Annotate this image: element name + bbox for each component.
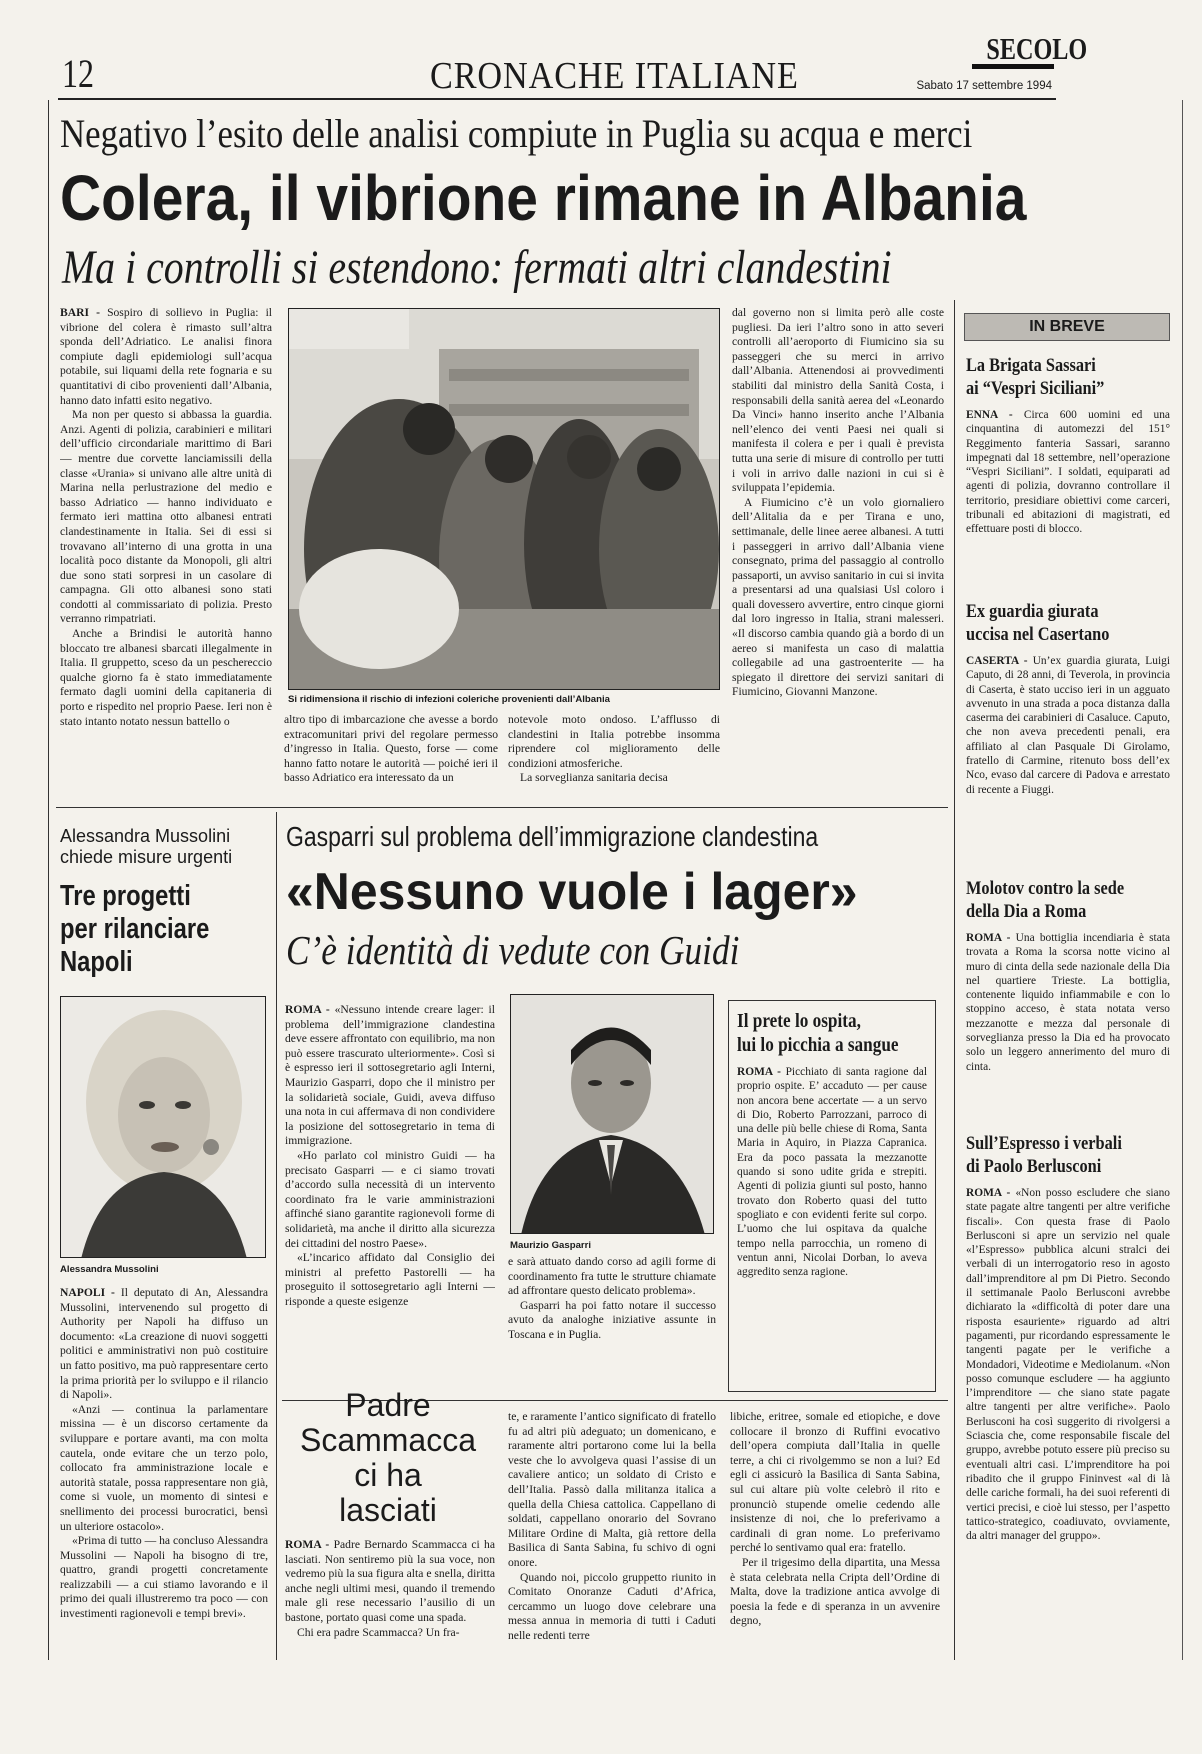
brief-body [966, 1186, 1170, 1664]
paragraph: altro tipo di imbarcazione che avesse a bordo extracomunitari privi del regolare permesso d’ingresso in Italia. Questo, forse — come hanno fatto notare le autorità — poiché ieri il basso Adriatico era interessato da un [284, 713, 498, 785]
title-line: ci ha [354, 1457, 422, 1493]
prete-body [737, 1065, 927, 1383]
paragraph: Ma non per questo si abbassa la guardia. Anzi. Agenti di polizia, carabinieri e militari dell’ufficio circondariale marittimo di Bari — mentre due corvette lanciamissili della classe «Urania» si univano alle altre unità di Marina nella perlustrazione del medio e basso Adriatico — hanno individuato e fermato ieri mattina otto albanesi entrati clandestinamente in Italia. Sei di essi si trovavano all’interno di una grotta in una località poco distante da Monopoli, gli altri due sono stati sorpresi in un casolare di campagna. Gli otto albanesi sono stati condotti al commissariato di polizia. Presto verranno rimpatriati. [60, 408, 272, 626]
paragraph: «Non posso escludere che siano state pagate altre tangenti per altre verifiche fiscali». Con questa frase di Paolo Berlusconi si apre un servizio nel quale «l’Espresso» pubblica alcuni stralci dei verbali di un interrogatorio reso in agosto dall’imprenditore al pm Di Pietro. Secondo il settimanale Paolo Berlusconi avrebbe dichiarato la «difficoltà di poter dare una risposta esauriente» riguardo ad altri pagamenti, pur ricordando espressamente le tangenti pagate per le verifiche a Mondadori, Videotime e Mediolanum. «Non posso comunque escludere — ha aggiunto l’imprenditore — che siano state pagate altre tangenti per altre verifiche». Paolo Berlusconi ha così suggerito di rivolgersi a Sciascia che, come responsabile fiscale del gruppo, avrebbe potuto essere più preciso su eventuali altri casi. L’imprenditore ha poi ribadito che il gruppo Fininvest «al di là delle cariche formali, ha dei suoi referenti di vertici precisi, e cioè lui stesso, per l’aspetto tattico-strategico, coadiuvato, ovviamente, da altri manager del gruppo». [966, 1187, 1170, 1543]
paragraph: libiche, eritree, somale ed etiopiche, e dove collocare il bronzo di Ruffini evocativo dell’opera compiuta dall’Italia in quelle terre, a chi ci rivolgemmo se non a lui? Ed egli ci assicurò la Basilica di Santa Sabina, sul cui altare più volte celebrò il rito e pronunciò stupende omelie cedendo alle insistenze di noi, che lo preferivamo a cardinali di gran nome. Lo preferivamo perché lo sentivamo qual era: fratello. [730, 1410, 940, 1555]
paragraph: La sorveglianza sanitaria decisa [520, 771, 668, 785]
brief-title: di Paolo Berlusconi [966, 1156, 1102, 1177]
dateline: ROMA - [966, 932, 1011, 944]
napoli-kicker [60, 826, 232, 868]
paragraph: Un’ex guardia giurata, Luigi Caputo, di 28 anni, di Teverola, in provincia di Caserta, è stato ucciso ieri in un agguato avvenuto in una strada a poca distanza dalla caserma dei carabinieri di Casaluce. Caputo, che non aveva precedenti penali, era affiliato al clan Pasquale Di Girolamo, fratello di Carmine, ritenuto boss dell’ex Nco, evaso dal carcere di Padova e arrestato di recente a Fiuggi. [966, 655, 1170, 796]
paragraph: A Fiumicino c’è un volo giornaliero dell’Alitalia da e per Tirana e uno, settimanale, delle linee aeree albanesi. A tutti i passeggeri in arrivo dall’Albania viene consegnato, prima del passaggio al controllo passaporti, un avviso sanitario in cui si invita a presentarsi ad una qualsiasi Usl coloro i quali dovessero avvertire, entro cinque giorni dal loro ingresso in Italia, strani malesseri. «Il discorso cambia quando già a bordo di un aereo si manifesta un caso di malattia collegabile ad una gastroenterite — ha spiegato il direttore dei servizi sanitari di Fiumicino, Giovanni Manzone. [732, 495, 944, 699]
paragraph: te, e raramente l’antico significato di fratello fu ad altri più adeguato; un domenicano, e raramente altri portarono come lui la bella veste che lo avvolgeva quasi l’assise di un cavaliere antico; un soldato di Cristo e dell’Italia. Passò dalla militanza italica a quella della Chiesa cattolica. Cappellano di soldati, cappellano onorario del Sovrano Militare Ordine di Malta, già rettore della Basilica di Santa Sabina, fu schivo di ogni onore. [508, 1410, 716, 1569]
title-line: lasciati [339, 1492, 437, 1528]
gasparri-column-2 [508, 1255, 716, 1385]
paragraph: «Ho parlato col ministro Guidi — ha precisato Gasparri — e ci siamo trovati d’accordo sulla necessità di un intervento coordinato fra le varie amministrazioni affinché siano garantite ragionevoli forme di solidarietà, ma anche il diritto alla sicurezza dei cittadini del nostro Paese». [285, 1148, 495, 1250]
gasparri-subtitle: C’è identità di vedute con Guidi [286, 927, 740, 973]
brief-body [966, 408, 1170, 608]
right-frame [1182, 100, 1183, 1660]
scammacca-column-1 [285, 1538, 495, 1656]
in-breve-label: IN BREVE [1029, 318, 1105, 335]
dateline: BARI - [60, 306, 100, 319]
paragraph: «Prima di tutto — ha concluso Alessandra Mussolini — Napoli ha bisogno di tre, quattro, grandi progetti concretamente realizzabili — a cui stiamo lavorando e il primo dei quali illustreremo tra poco — con investimenti ragionevoli e tempi brevi». [60, 1534, 268, 1621]
portrait-image [511, 995, 714, 1234]
main-story-bottom-rule [56, 807, 948, 808]
dateline: NAPOLI - [60, 1286, 115, 1299]
paragraph: Il deputato di An, Alessandra Mussolini, intervenendo sul progetto di Authority per Napoli ha diffuso un documento: «La creazione di nuovi soggetti politici e amministrativi non può costituire un fatto positivo, ma può rappresentare certo la prima priorità per lo sviluppo e il rilancio di Napoli». [60, 1286, 268, 1402]
dateline: CASERTA - [966, 655, 1028, 667]
napoli-body [60, 1286, 268, 1642]
main-kicker: Negativo l’esito delle analisi compiute in Puglia su acqua e merci [60, 111, 973, 156]
paragraph: Una bottiglia incendiaria è stata trovata a Roma la scorsa notte vicino al muro di cinta della sede nazionale della Dia nel quartiere Trieste. La bottiglia, contenente liquido infiammabile e con lo stoppino acceso, è stata notata verso mezzanotte e mezza dal personale di sorveglianza presso la Dia ed ha provocato solo un leggero annerimento del muro di cinta. [966, 932, 1170, 1073]
main-photo-caption: Si ridimensiona il rischio di infezioni coleriche provenienti dall’Albania [288, 694, 610, 705]
brief-title: della Dia a Roma [966, 901, 1087, 922]
main-column-4 [732, 306, 944, 800]
photo-albanian-migrants [288, 308, 720, 690]
photo-image [289, 309, 720, 690]
brief-sassari [966, 354, 1170, 608]
in-breve-box [964, 313, 1170, 341]
page-number: 12 [62, 51, 94, 96]
brief-caserta [966, 600, 1170, 889]
left-frame [48, 100, 49, 1660]
gasparri-column-1 [285, 1003, 495, 1388]
paragraph: Picchiato di santa ragione dal proprio ospite. E’ accaduto — per cause non ancora bene accertate — a un servo di Dio, Roberto Parrozzani, parroco di una delle più belle chiese di Roma, Santa Maria in Aquiro, in Piazza Capranica. Era da poco passata la mezzanotte quando si sono udite grida e strepiti. Agenti di polizia giunti sul posto, hanno trovato don Roberto quasi del tutto spogliato e con evidenti ferite sul corpo. L’uomo che lui ospitava da qualche tempo nella parrocchia, un romeno di ventun anni, Nicolai Dorban, lo aveva aggredito senza ragione. [737, 1066, 927, 1279]
title-line: Padre [345, 1387, 431, 1423]
main-title: Colera, il vibrione rimane in Albania [60, 162, 1027, 234]
gasparri-photo-caption: Maurizio Gasparri [510, 1240, 592, 1251]
paragraph: Per il trigesimo della dipartita, una Messa è stata celebrata nella Cripta dell’Ordine di Malta, dove la tradizione antica avvolge di poesia la fede e di speranza in un avvenire degno, [730, 1555, 940, 1628]
dateline: ROMA - [737, 1066, 781, 1078]
photo-maurizio-gasparri [510, 994, 714, 1234]
prete-box [728, 1000, 936, 1392]
kicker-line: chiede misure urgenti [60, 847, 233, 867]
gasparri-title: «Nessuno vuole i lager» [286, 863, 858, 921]
title-line: Scammacca [299, 1422, 477, 1458]
napoli-divider [276, 812, 277, 1660]
napoli-title [60, 880, 209, 979]
paragraph: Sospiro di sollievo in Puglia: il vibrione del colera è rimasto sull’altra sponda dell’Adriatico. Le analisi finora compiute dagli epidemiologi sull’acqua potabile, sui liquami della rete fognaria e su quantitativi di cibo provenienti dall’Albania, hanno dato infatti esito negativo. [60, 306, 272, 407]
title-line: per rilanciare [60, 913, 210, 945]
gasparri-kicker: Gasparri sul problema dell’immigrazione clandestina [286, 821, 819, 852]
main-column-3 [508, 713, 720, 801]
paragraph: «Nessuno intende creare lager: il problema dell’immigrazione clandestina deve essere affrontato con equilibrio, ma non può essere trascurato ulteriormente». Così si è espresso ieri il sottosegretario agli Interni, Maurizio Gasparri, dopo che il ministro per la solidarietà sociale, Guidi, aveva diffuso una nota in cui affermava di non condividere la posizione del sottosegretario in tema di immigrazione. [285, 1003, 495, 1148]
portrait-image [61, 997, 266, 1258]
issue-date: Sabato 17 settembre 1994 [916, 80, 1052, 92]
paragraph: Gasparri ha poi fatto notare il successo avuto da analoghe iniziative assunte in Toscana e in Puglia. [508, 1298, 716, 1341]
brief-title: Sull’Espresso i verbali [966, 1133, 1122, 1154]
scammacca-column-2 [508, 1410, 716, 1656]
brief-title: ai “Vespri Siciliani” [966, 378, 1105, 399]
brief-title: Molotov contro la sede [966, 878, 1125, 899]
paragraph: notevole moto ondoso. L’afflusso di clandestini in Italia potrebbe insomma riprendere col miglioramento delle condizioni atmosferiche. [508, 713, 720, 770]
brief-body [966, 931, 1170, 1101]
brief-espresso [966, 1132, 1170, 1664]
paragraph: Chi era padre Scammacca? Un fra- [297, 1625, 460, 1639]
scammacca-column-3 [730, 1410, 940, 1656]
prete-title: lui lo picchia a sangue [737, 1034, 899, 1056]
dateline: ENNA - [966, 409, 1013, 421]
main-subtitle: Ma i controlli si estendono: fermati altri clandestini [62, 241, 892, 294]
paragraph: dal governo non si limita però alle coste pugliesi. Da ieri l’altro sono in atto severi controlli all’aeroporto di Fiumicino sia su passeggeri che su merci in arrivo dall’Albania. Attenendosi ai provvedimenti stabiliti dal ministro della Sanità Costa, i responsabili della sanità aerea del «Leonardo Da Vinci» hanno inserito anche l’Albania nell’elenco dei venti Paesi nei quali si manifesta il colera e per i quali è prevista tutta una serie di misure di controllo per tutti i voli in arrivo dalle nazioni in cui si è sviluppata l’epidemia. [732, 306, 944, 495]
title-line: Napoli [60, 946, 133, 978]
masthead-text: SECOLO [986, 31, 1088, 66]
paragraph: Quando noi, piccolo gruppetto riunito in Comitato Onoranze Caduti d’Africa, cercammo un luogo dove celebrare una messa annua in memoria di tutti i Caduti nelle redenti terre [508, 1570, 716, 1642]
dateline: ROMA - [285, 1003, 330, 1016]
scammacca-title [282, 1388, 494, 1528]
brief-body [966, 654, 1170, 889]
paragraph: Circa 600 uomini ed una cinquantina di automezzi del 151° Reggimento fanteria Sassari, saranno impegnati dal 18 settembre, nell’operazione “Vespri Siciliani”. I soldati, equiparati ad agenti di polizia, dovranno controllare il territorio, presidiare obiettivi come carceri, tribunali ed abitazioni di magistrati, ed effettuare posti di blocco. [966, 409, 1170, 536]
paragraph: «Anzi — continua la parlamentare missina — è un discorso certamente da sviluppare e portare avanti, ma con molta cautela, onde evitare che un terzo polo, collocato fra amministrazione locale e autorità statale, possa rappresentare non già, come si vuole, un momento di sintesi e snellimento dei processi burocratici, bensì un ulteriore ostacolo». [60, 1402, 268, 1533]
brief-title: Ex guardia giurata [966, 601, 1099, 622]
main-column-2 [284, 713, 498, 801]
main-column-1 [60, 306, 272, 806]
napoli-photo-caption: Alessandra Mussolini [60, 1264, 159, 1275]
section-title: CRONACHE ITALIANE [430, 55, 799, 97]
paragraph: «L’incarico affidato dal Consiglio dei ministri al prefetto Pastorelli — ha proseguito il sottosegretario agli Interni — risponde a queste esigenze [285, 1251, 495, 1308]
brief-molotov [966, 877, 1170, 1101]
brief-title: uccisa nel Casertano [966, 624, 1110, 645]
title-line: Tre progetti [60, 880, 191, 912]
paragraph: Anche a Brindisi le autorità hanno bloccato tre albanesi sbarcati illegalmente in Italia. Il gruppetto, sceso da un peschereccio qualche giorno fa è stato immediatamente fermato dagli uomini della capitaneria di porto e rispedito nel proprio Paese. Ieri non è stato intanto notato nessun battello o [60, 627, 272, 728]
masthead-logo [958, 31, 1088, 69]
dateline: ROMA - [966, 1187, 1011, 1199]
dateline: ROMA - [285, 1538, 330, 1551]
sidebar-divider [954, 300, 955, 1660]
photo-alessandra-mussolini [60, 996, 266, 1258]
brief-title: La Brigata Sassari [966, 355, 1096, 376]
header-rule [58, 98, 1056, 100]
paragraph: Padre Bernardo Scammacca ci ha lasciati. Non sentiremo più la sua voce, non vedremo più la sua figura alta e snella, diritta anche negli ultimi mesi, quando il tremendo male gli rese necessario l’ausilio di un bastone, portato quasi come una spada. [285, 1538, 495, 1624]
prete-title: Il prete lo ospita, [737, 1010, 861, 1032]
kicker-line: Alessandra Mussolini [60, 826, 231, 846]
paragraph: e sarà attuato dando corso ad agili forme di coordinamento fra tutte le strutture chiamate ad affrontare questo delicato problema». [508, 1255, 716, 1298]
